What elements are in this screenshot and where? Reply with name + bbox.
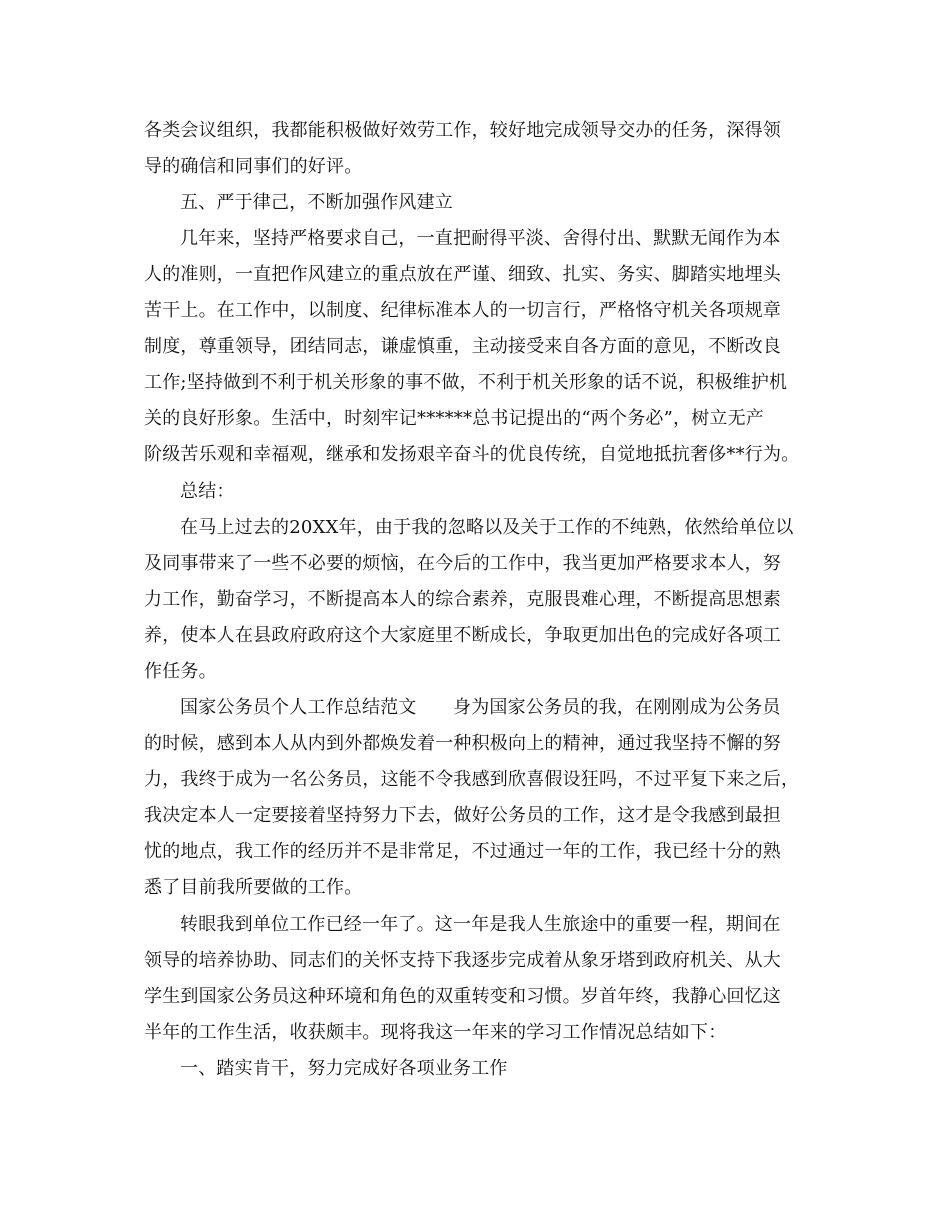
text-line: 作任务。 [144, 661, 217, 682]
text-line: 我决定本人一定要接着坚持努力下去，做好公务员的工作，这才是令我感到最担 [144, 805, 781, 826]
text-line: 导的确信和同事们的好评。 [144, 156, 363, 177]
text-line: 制度，尊重领导，团结同志，谦虚慎重，主动接受来自各方面的意见，不断改良 [144, 336, 781, 357]
text-line: 人的准则，一直把作风建立的重点放在严谨、细致、扎实、务实、脚踏实地埋头 [144, 264, 781, 285]
text-line: 悉了目前我所要做的工作。 [144, 877, 363, 898]
text-line: 及同事带来了一些不必要的烦恼，在今后的工作中，我当更加严格要求本人，努 [144, 553, 781, 574]
text-line: 力工作，勤奋学习，不断提高本人的综合素养，克服畏难心理，不断提高思想素 [144, 589, 781, 610]
text-line: 阶级苦乐观和幸福观，继承和发扬艰辛奋斗的优良传统，自觉地抵抗奢侈**行为。 [144, 444, 800, 465]
section-heading: 总结： [180, 481, 235, 502]
text-line: 工作;坚持做到不利于机关形象的事不做，不利于机关形象的话不说，积极维护机 [144, 372, 788, 393]
text-line: 领导的培养协助、同志们的关怀支持下我逐步完成着从象牙塔到政府机关、从大 [144, 950, 781, 971]
text-line: 几年来，坚持严格要求自己，一直把耐得平淡、舍得付出、默默无闻作为本 [180, 228, 781, 249]
text-line: 转眼我到单位工作已经一年了。这一年是我人生旅途中的重要一程，期间在 [180, 914, 781, 935]
text-line: 苦干上。在工作中，以制度、纪律标准本人的一切言行，严格恪守机关各项规章 [144, 300, 781, 321]
text-line: 国家公务员个人工作总结范文 身为国家公务员的我，在刚刚成为公务员 [180, 697, 781, 718]
text-line: 半年的工作生活，收获颇丰。现将我这一年来的学习工作情况总结如下： [144, 1022, 727, 1043]
section-heading: 五、严于律己，不断加强作风建立 [180, 192, 453, 213]
text-line: 各类会议组织，我都能积极做好效劳工作，较好地完成领导交办的任务，深得领 [144, 120, 781, 141]
text-line: 在马上过去的20XX年，由于我的忽略以及关于工作的不纯熟，依然给单位以 [180, 517, 794, 538]
text-line: 学生到国家公务员这种环境和角色的双重转变和习惯。岁首年终，我静心回忆这 [144, 986, 781, 1007]
text-line: 的时候，感到本人从内到外都焕发着一种积极向上的精神，通过我坚持不懈的努 [144, 733, 781, 754]
text-line: 养，使本人在县政府政府这个大家庭里不断成长，争取更加出色的完成好各项工 [144, 625, 781, 646]
section-heading: 一、踏实肯干，努力完成好各项业务工作 [180, 1058, 508, 1079]
text-line: 关的良好形象。生活中，时刻牢记******总书记提出的“两个务必”，树立无产 [144, 408, 765, 429]
text-line: 忧的地点，我工作的经历并不是非常足，不过通过一年的工作，我已经十分的熟 [144, 841, 781, 862]
text-line: 力，我终于成为一名公务员，这能不令我感到欣喜假设狂吗，不过平复下来之后， [144, 769, 800, 790]
